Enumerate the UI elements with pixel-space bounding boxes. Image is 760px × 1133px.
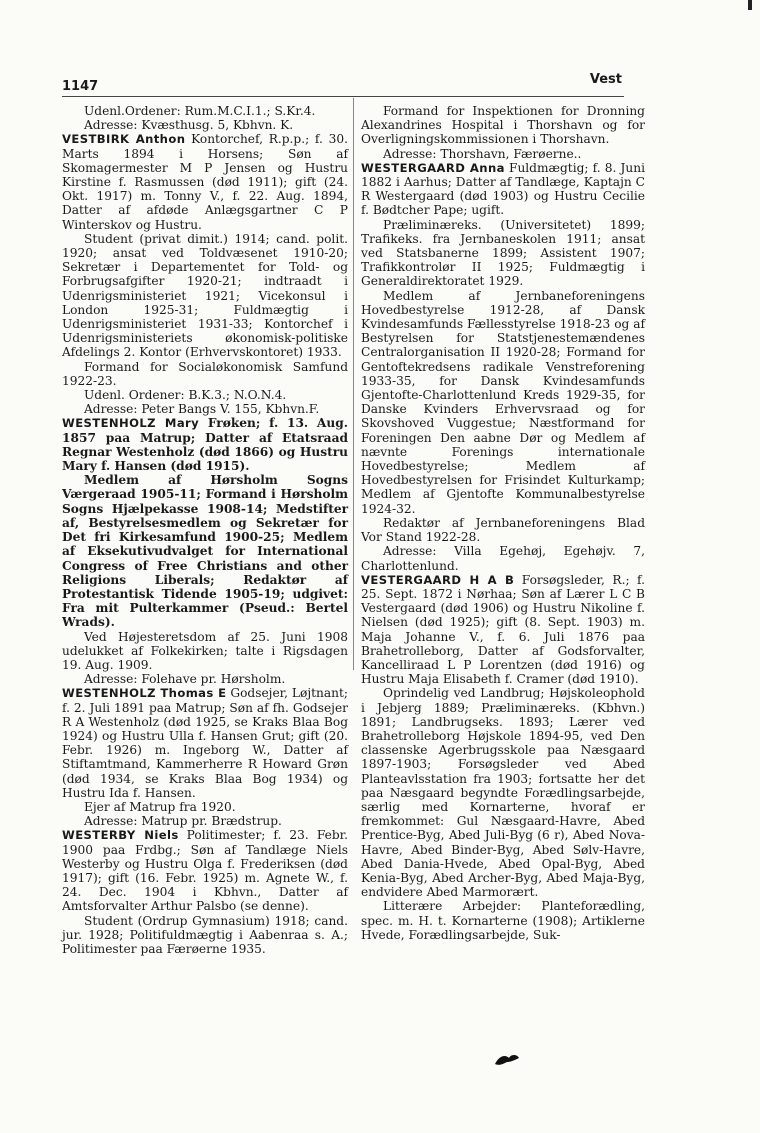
right-column bbox=[361, 104, 645, 942]
corner-mark bbox=[748, 0, 752, 10]
entry-text: Adresse: Peter Bangs V. 155, Kbhvn.F. bbox=[84, 402, 320, 417]
entry-headname: WESTENHOLZ Mary bbox=[62, 416, 200, 431]
entry-paragraph bbox=[361, 573, 645, 687]
left-column bbox=[62, 104, 348, 956]
entry-text: Udenl. Ordener: B.K.3.; N.O.N.4. bbox=[84, 388, 287, 403]
ornament-icon bbox=[493, 1052, 521, 1068]
text-paragraph bbox=[361, 899, 645, 942]
text-paragraph bbox=[361, 104, 645, 147]
entry-text: Formand for Inspektionen for Dronning Alexandrines Hospital i Thorshavn og for Overligningskommissionen i Thorshavn. bbox=[361, 104, 645, 147]
entry-text: Ved Højesteretsdom af 25. Juni 1908 udelukket af Folkekirken; talte i Rigsdagen 19. Aug. 1909. bbox=[62, 629, 348, 672]
entry-text: Medlem af Hørsholm Sogns Værgeraad 1905-11; Formand i Hørsholm Sogns Hjælpekasse 1908-14; Medstifter af, Bestyrelsesmedlem og Sekretær for Det fri Kirkesamfund 1900-25; Medlem af Eksekutivudvalget for International Congress of Free Christians and other Religions Liberals; Redaktør af Protestantisk Tidende 1905-19; udgivet: Fra mit Pulterkammer (Pseud.: Bertel Wrads). bbox=[62, 473, 348, 630]
entry-headname: VESTERGAARD H A B bbox=[361, 572, 515, 587]
entry-text: Præliminæreks. (Universitetet) 1899; Trafikeks. fra Jernbaneskolen 1911; ansat ved Statsbanerne 1899; Assistent 1907; Trafikkontrolør II 1925; Fuldmægtig i Generaldirektoratet 1929. bbox=[361, 217, 645, 289]
entry-text: Politimester; f. 23. Febr. 1900 paa Frdbg.; Søn af Tandlæge Niels Westerby og Hustru Olga f. Frederiksen (død 1917); gift (16. Febr. 1925) m. Agnete W., f. 24. Dec. 1904 i Kbhvn., Datter af Amtsforvalter Arthur Palsbo (se denne). bbox=[62, 828, 348, 914]
text-paragraph bbox=[62, 630, 348, 673]
text-paragraph bbox=[361, 516, 645, 544]
entry-paragraph bbox=[62, 132, 348, 231]
text-paragraph bbox=[62, 814, 348, 828]
entry-text: Adresse: Villa Egehøj, Egehøjv. 7, Charlottenlund. bbox=[361, 544, 645, 573]
header-rule bbox=[62, 96, 624, 97]
entry-text: Formand for Socialøkonomisk Samfund 1922-23. bbox=[62, 359, 348, 388]
entry-text: Adresse: Kvæsthusg. 5, Kbhvn. K. bbox=[84, 118, 294, 133]
text-paragraph bbox=[361, 289, 645, 516]
entry-paragraph bbox=[62, 416, 348, 473]
entry-text: Forsøgsleder, R.; f. 25. Sept. 1872 i Nørhaa; Søn af Lærer L C B Vestergaard (død 1906) og Hustru Nikoline f. Nielsen (død 1925); gift (8. Sept. 1903) m. Maja Johanne V., f. 6. Juli 1876 paa Brahetrolleborg, Datter af Godsforvalter, Kancelliraad L P Lorentzen (død 1916) og Hustru Maja Elisabeth f. Cramer (død 1910). bbox=[361, 572, 645, 687]
entry-text: Adresse: Matrup pr. Brædstrup. bbox=[84, 814, 282, 829]
entry-text: Ejer af Matrup fra 1920. bbox=[84, 799, 236, 814]
text-paragraph bbox=[62, 473, 348, 629]
entry-text: Oprindelig ved Landbrug; Højskoleophold i Jebjerg 1889; Præliminæreks. (Kbhvn.) 1891; Landbrugseks. 1893; Lærer ved Brahetrolleborg Højskole 1894-95, ved Den classenske Agerbrugsskole paa Næsgaard 1897-1903; Forsøgsleder ved Abed Planteavlsstation fra 1903; fortsatte her det paa Næsgaard begyndte Forædlingsarbejde, særlig med Kornarterne, hvoraf er fremkommet: Gul Næsgaard-Havre, Abed Prentice-Byg, Abed Juli-Byg (6 r), Abed Nova-Havre, Abed Binder-Byg, Abed Sølv-Havre, Abed Dania-Hvede, Abed Opal-Byg, Abed Kenia-Byg, Abed Archer-Byg, Abed Maja-Byg, endvidere Abed Marmorært. bbox=[361, 686, 645, 900]
entry-headname: WESTERBY Niels bbox=[62, 828, 179, 843]
entry-text: Udenl.Ordener: Rum.M.C.I.1.; S.Kr.4. bbox=[84, 104, 316, 118]
text-paragraph bbox=[62, 232, 348, 360]
entry-paragraph bbox=[361, 161, 645, 218]
entry-text: Student (Ordrup Gymnasium) 1918; cand. jur. 1928; Politifuldmægtig i Aabenraa s. A.; Politimester paa Færøerne 1935. bbox=[62, 913, 348, 956]
entry-text: Frøken; f. 13. Aug. 1857 paa Matrup; Datter af Etatsraad Regnar Westenholz (død 1866) og Hustru Mary f. Hansen (død 1915). bbox=[62, 416, 348, 474]
entry-text: Adresse: Thorshavn, Færøerne.. bbox=[383, 146, 582, 161]
entry-headname: VESTBIRK Anthon bbox=[62, 132, 186, 147]
page-number: 1147 bbox=[62, 79, 99, 94]
entry-text: Student (privat dimit.) 1914; cand. polit. 1920; ansat ved Toldvæsenet 1910-20; Sekretær i Departementet for Told- og Forbrugsafgifter 1920-21; indtraadt i Udenrigsministeriet 1921; Vicekonsul i London 1925-31; Fuldmægtig i Udenrigsministeriet 1931-33; Kontorchef i Udenrigsministeriets økonomisk-politiske Afdelings 2. Kontor (Erhvervskontoret) 1933. bbox=[62, 231, 348, 360]
entry-text: Kontorchef, R.p.p.; f. 30. Marts 1894 i Horsens; Søn af Skomagermester M P Jensen og Hustru Kirstine f. Rasmussen (død 1911); gift (24. Okt. 1917) m. Tonny V., f. 22. Aug. 1894, Datter af afdøde Anlægsgartner C P Winterskov og Hustru. bbox=[62, 132, 348, 232]
text-paragraph bbox=[62, 360, 348, 388]
entry-text: Godsejer, Løjtnant; f. 2. Juli 1891 paa Matrup; Søn af fh. Godsejer R A Westenholz (død 1925, se Kraks Blaa Bog 1924) og Hustru Ulla f. Hansen Grut; gift (20. Febr. 1926) m. Ingeborg W., Datter af Stiftamtmand, Kammerherre R Howard Grøn (død 1934, se Kraks Blaa Bog 1934) og Hustru Ida f. Hansen. bbox=[62, 686, 348, 800]
text-paragraph bbox=[62, 800, 348, 814]
entry-text: Fuldmægtig; f. 8. Juni 1882 i Aarhus; Datter af Tandlæge, Kaptajn C R Westergaard (død 1903) og Hustru Cecilie f. Bødtcher Pape; ugift. bbox=[361, 160, 645, 218]
text-paragraph bbox=[62, 672, 348, 686]
column-rule bbox=[353, 98, 354, 670]
text-paragraph bbox=[62, 388, 348, 402]
entry-text: Adresse: Folehave pr. Hørsholm. bbox=[84, 672, 286, 687]
entry-headname: WESTERGAARD Anna bbox=[361, 160, 505, 175]
text-paragraph bbox=[361, 218, 645, 289]
text-paragraph bbox=[361, 686, 645, 899]
text-paragraph bbox=[62, 914, 348, 957]
text-paragraph bbox=[62, 402, 348, 416]
entry-paragraph bbox=[62, 686, 348, 800]
entry-paragraph bbox=[62, 828, 348, 913]
entry-text: Medlem af Jernbaneforeningens Hovedbestyrelse 1912-28, af Dansk Kvindesamfunds Fællesstyrelse 1918-23 og af Bestyrelsen for Statstjenestemændenes Centralorganisation II 1920-28; Formand for Gentoftekredsens radikale Venstreforening 1933-35, for Dansk Kvindesamfunds Gjentofte-Charlottenlund Kreds 1929-35, for Danske Kvinders Erhvervsraad og for Skovshoved Vuggestue; Næstformand for Foreningen Den aabne Dør og Medlem af nævnte Forenings internationale Hovedbestyrelse; Medlem af Hovedbestyrelsen for Frisindet Kulturkamp; Medlem af Gjentofte Kommunalbestyrelse 1924-32. bbox=[361, 288, 645, 516]
text-paragraph bbox=[361, 544, 645, 572]
text-paragraph bbox=[361, 147, 645, 161]
text-paragraph bbox=[62, 104, 348, 118]
entry-text: Litterære Arbejder: Planteforædling, spec. m. H. t. Kornarterne (1908); Artiklerne Hvede, Forædlingsarbejde, Suk- bbox=[361, 899, 645, 942]
entry-headname: WESTENHOLZ Thomas E bbox=[62, 686, 227, 701]
entry-text: Redaktør af Jernbaneforeningens Blad Vor Stand 1922-28. bbox=[361, 515, 645, 545]
text-paragraph bbox=[62, 118, 348, 132]
running-head: Vest bbox=[589, 72, 622, 87]
